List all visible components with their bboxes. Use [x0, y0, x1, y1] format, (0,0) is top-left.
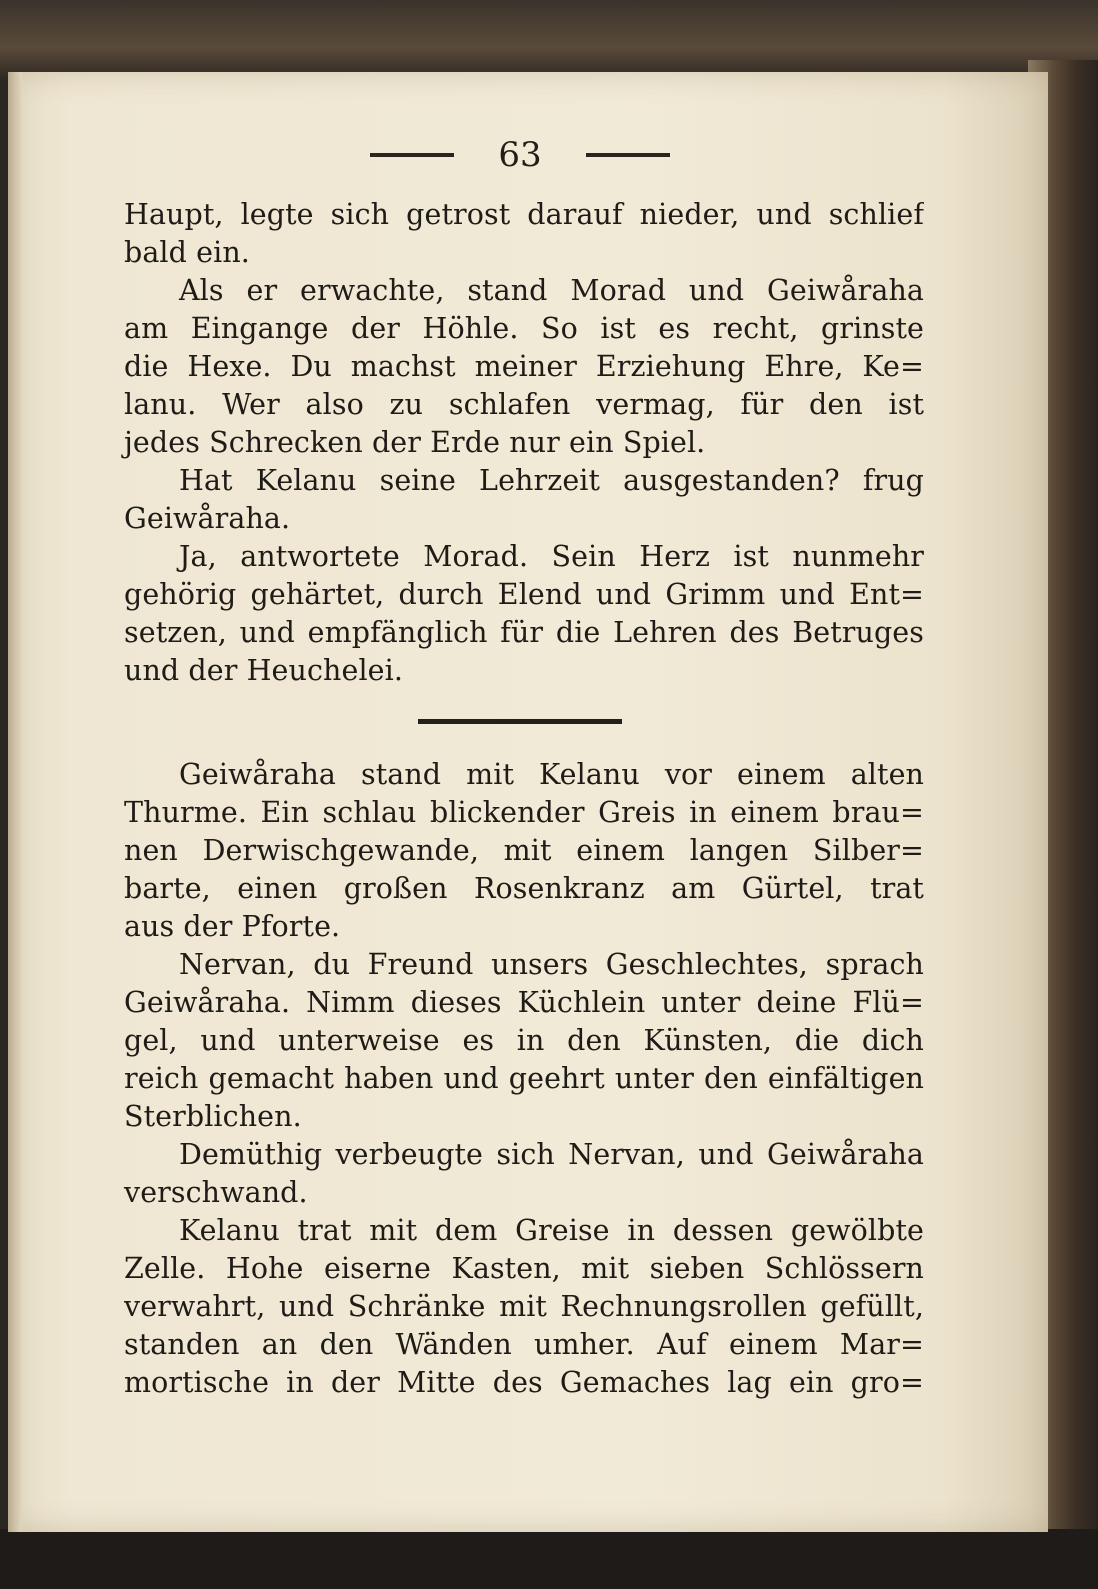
- text-line: verschwand.: [124, 1176, 308, 1209]
- page-header: [370, 130, 670, 180]
- text-line: am Eingange der Höhle. So ist es recht, grinste: [124, 312, 924, 345]
- text-line: gehörig gehärtet, durch Elend und Grimm und Ent=: [124, 578, 924, 611]
- text-line: reich gemacht haben und geehrt unter den einfältigen: [124, 1062, 924, 1095]
- text-line: nen Derwischgewande, mit einem langen Silber=: [124, 834, 924, 867]
- text-line: Als er erwachte, stand Morad und Geiwåraha: [179, 274, 924, 307]
- text-line: bald ein.: [124, 236, 250, 269]
- text-line: aus der Pforte.: [124, 910, 341, 943]
- header-rule-left: [370, 153, 454, 157]
- text-line: lanu. Wer also zu schlafen vermag, für den ist: [124, 388, 924, 421]
- section-divider: [418, 719, 622, 724]
- text-line: Zelle. Hohe eiserne Kasten, mit sieben Schlössern: [124, 1252, 924, 1285]
- text-line: standen an den Wänden umher. Auf einem Mar=: [124, 1328, 924, 1361]
- text-section-2: [124, 756, 924, 1402]
- text-line: Nervan, du Freund unsers Geschlechtes, sprach: [179, 948, 924, 981]
- text-line: Demüthig verbeugte sich Nervan, und Geiwåraha: [179, 1138, 924, 1171]
- text-line: Hat Kelanu seine Lehrzeit ausgestanden? frug: [179, 464, 924, 497]
- text-line: Sterblichen.: [124, 1100, 302, 1133]
- text-line: Kelanu trat mit dem Greise in dessen gewölbte: [179, 1214, 924, 1247]
- header-rule-right: [586, 153, 670, 157]
- page-gutter: [8, 72, 22, 1532]
- text-line: setzen, und empfänglich für die Lehren des Betruges: [124, 616, 924, 649]
- text-line: und der Heuchelei.: [124, 654, 404, 687]
- text-line: Geiwåraha.: [124, 502, 291, 535]
- page-number: 63: [498, 135, 542, 175]
- text-line: Geiwåraha stand mit Kelanu vor einem alten: [179, 758, 924, 791]
- text-line: jedes Schrecken der Erde nur ein Spiel.: [124, 426, 706, 459]
- text-line: Haupt, legte sich getrost darauf nieder, und schlief: [124, 198, 924, 231]
- text-line: Ja, antwortete Morad. Sein Herz ist nunmehr: [179, 540, 924, 573]
- book-cover-top: [0, 0, 1098, 80]
- text-line: barte, einen großen Rosenkranz am Gürtel, trat: [124, 872, 924, 905]
- text-line: die Hexe. Du machst meiner Erziehung Ehre, Ke=: [124, 350, 924, 383]
- text-line: mortische in der Mitte des Gemaches lag ein gro=: [124, 1366, 924, 1399]
- text-line: gel, und unterweise es in den Künsten, die dich: [124, 1024, 924, 1057]
- book-cover-bottom: [0, 1529, 1098, 1589]
- text-line: verwahrt, und Schränke mit Rechnungsrollen gefüllt,: [124, 1290, 924, 1323]
- text-section-1: [124, 196, 924, 690]
- text-line: Thurme. Ein schlau blickender Greis in einem brau=: [124, 796, 924, 829]
- text-line: Geiwåraha. Nimm dieses Küchlein unter deine Flü=: [124, 986, 924, 1019]
